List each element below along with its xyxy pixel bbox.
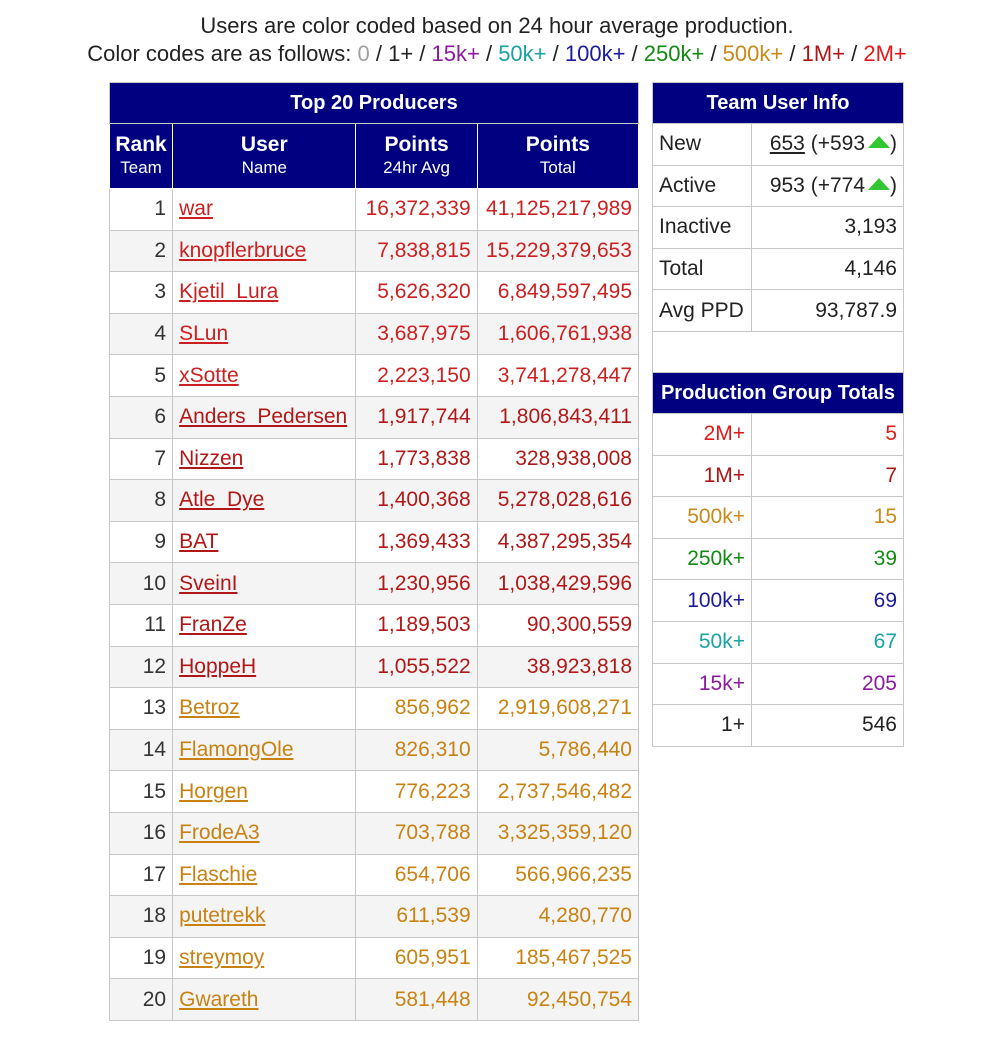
rank-cell: 5	[110, 355, 173, 397]
legend-code-15k: 15k+	[431, 41, 480, 66]
user-link[interactable]: FrodeA3	[179, 821, 260, 845]
user-link[interactable]: FranZe	[179, 613, 247, 637]
table-row	[110, 230, 639, 272]
top-producers-header	[110, 124, 639, 189]
rank-cell: 6	[110, 396, 173, 438]
group-label: 1M+	[653, 455, 752, 497]
info-label: Inactive	[653, 207, 752, 249]
info-label: Active	[653, 165, 752, 207]
user-link[interactable]: Anders_Pedersen	[179, 405, 348, 429]
production-group-row	[653, 497, 904, 539]
user-link[interactable]: BAT	[179, 530, 219, 554]
arrow-up-icon	[868, 178, 890, 190]
legend-sep: /	[625, 41, 644, 66]
user-cell	[173, 604, 356, 646]
rank-cell: 18	[110, 896, 173, 938]
info-value: 93,787.9	[752, 290, 904, 332]
table-row	[110, 896, 639, 938]
user-cell	[173, 230, 356, 272]
info-label: New	[653, 124, 752, 166]
user-link[interactable]: streymoy	[179, 945, 265, 969]
points-avg-cell: 16,372,339	[356, 189, 477, 231]
user-cell	[173, 937, 356, 979]
legend-sep: /	[413, 41, 432, 66]
user-cell	[173, 313, 356, 355]
legend-sep: /	[369, 41, 389, 66]
group-label: 500k+	[653, 497, 752, 539]
rank-cell: 11	[110, 604, 173, 646]
user-cell	[173, 771, 356, 813]
points-total-cell: 1,606,761,938	[477, 313, 638, 355]
points-total-cell: 566,966,235	[477, 854, 638, 896]
user-cell	[173, 396, 356, 438]
info-row-avg-ppd	[653, 290, 904, 332]
legend-sep: /	[783, 41, 802, 66]
legend-code-500k: 500k+	[722, 41, 784, 66]
points-total-cell: 15,229,379,653	[477, 230, 638, 272]
user-link[interactable]: Horgen	[179, 779, 248, 803]
legend-code-100k: 100k+	[564, 41, 626, 66]
info-row-active	[653, 165, 904, 207]
group-label: 1+	[653, 705, 752, 747]
points-avg-cell: 1,400,368	[356, 480, 477, 522]
user-cell	[173, 812, 356, 854]
user-link[interactable]: xSotte	[179, 363, 239, 387]
table-row	[110, 979, 639, 1021]
points-avg-cell: 1,055,522	[356, 646, 477, 688]
team-user-info-title: Team User Info	[653, 83, 904, 124]
production-group-row	[653, 705, 904, 747]
points-avg-cell: 7,838,815	[356, 230, 477, 272]
points-total-cell: 5,786,440	[477, 729, 638, 771]
col-rank: Rank Team	[110, 124, 173, 189]
points-avg-cell: 1,369,433	[356, 521, 477, 563]
points-total-cell: 2,919,608,271	[477, 688, 638, 730]
info-row-inactive	[653, 207, 904, 249]
info-value: 3,193	[752, 207, 904, 249]
points-avg-cell: 5,626,320	[356, 272, 477, 314]
points-total-cell: 41,125,217,989	[477, 189, 638, 231]
points-avg-cell: 605,951	[356, 937, 477, 979]
points-avg-cell: 654,706	[356, 854, 477, 896]
points-avg-cell: 826,310	[356, 729, 477, 771]
table-row	[110, 937, 639, 979]
team-user-info-table	[652, 82, 904, 375]
user-link[interactable]: SveinI	[179, 571, 238, 595]
user-cell	[173, 272, 356, 314]
user-cell	[173, 729, 356, 771]
production-group-row	[653, 663, 904, 705]
points-avg-cell: 856,962	[356, 688, 477, 730]
points-avg-cell: 1,189,503	[356, 604, 477, 646]
info-row-total	[653, 248, 904, 290]
user-cell	[173, 979, 356, 1021]
user-cell	[173, 480, 356, 522]
table-row	[110, 189, 639, 231]
group-count: 67	[752, 621, 904, 663]
rank-cell: 13	[110, 688, 173, 730]
production-group-totals-table	[652, 372, 904, 747]
user-cell	[173, 355, 356, 397]
info-label: Total	[653, 248, 752, 290]
user-cell	[173, 563, 356, 605]
new-users-link[interactable]: 653	[769, 132, 805, 156]
user-cell	[173, 646, 356, 688]
points-avg-cell: 776,223	[356, 771, 477, 813]
points-total-cell: 6,849,597,495	[477, 272, 638, 314]
rank-cell: 4	[110, 313, 173, 355]
points-total-cell: 185,467,525	[477, 937, 638, 979]
user-link[interactable]: HoppeH	[179, 654, 257, 678]
color-legend	[0, 12, 994, 68]
points-total-cell: 92,450,754	[477, 979, 638, 1021]
user-link[interactable]: SLun	[179, 322, 229, 346]
legend-sep: /	[546, 41, 565, 66]
info-row-new	[653, 124, 904, 166]
info-value: 953 (+774 )	[752, 165, 904, 207]
user-link[interactable]: knopflerbruce	[179, 238, 307, 262]
info-value: 653 (+593 )	[752, 124, 904, 166]
points-avg-cell: 3,687,975	[356, 313, 477, 355]
legend-sep: /	[704, 41, 723, 66]
rank-cell: 9	[110, 521, 173, 563]
rank-cell: 17	[110, 854, 173, 896]
legend-sep: /	[845, 41, 864, 66]
group-label: 50k+	[653, 621, 752, 663]
user-cell	[173, 438, 356, 480]
info-value: 4,146	[752, 248, 904, 290]
points-avg-cell: 581,448	[356, 979, 477, 1021]
top-producers-table	[109, 82, 639, 1021]
group-label: 15k+	[653, 663, 752, 705]
info-label: Avg PPD	[653, 290, 752, 332]
points-total-cell: 1,806,843,411	[477, 396, 638, 438]
legend-codes	[0, 40, 994, 68]
table-row	[110, 313, 639, 355]
table-row	[110, 812, 639, 854]
points-avg-cell: 1,773,838	[356, 438, 477, 480]
points-avg-cell: 611,539	[356, 896, 477, 938]
rank-cell: 12	[110, 646, 173, 688]
points-total-cell: 4,387,295,354	[477, 521, 638, 563]
table-row	[110, 604, 639, 646]
group-count: 5	[752, 414, 904, 456]
group-count: 69	[752, 580, 904, 622]
arrow-up-icon	[868, 136, 890, 148]
user-link[interactable]: Flaschie	[179, 862, 258, 886]
user-cell	[173, 896, 356, 938]
rank-cell: 7	[110, 438, 173, 480]
group-count: 7	[752, 455, 904, 497]
top-producers-title: Top 20 Producers	[110, 83, 639, 124]
info-spacer	[653, 331, 904, 374]
production-group-title: Production Group Totals	[653, 373, 904, 414]
user-link[interactable]: FlamongOle	[179, 738, 294, 762]
points-total-cell: 2,737,546,482	[477, 771, 638, 813]
points-avg-cell: 2,223,150	[356, 355, 477, 397]
user-cell	[173, 688, 356, 730]
table-row	[110, 563, 639, 605]
table-row	[110, 480, 639, 522]
col-points-avg: Points 24hr Avg	[356, 124, 477, 189]
legend-prefix: Color codes are as follows:	[87, 41, 352, 66]
rank-cell: 8	[110, 480, 173, 522]
table-row	[110, 688, 639, 730]
table-row	[110, 521, 639, 563]
production-group-row	[653, 455, 904, 497]
rank-cell: 19	[110, 937, 173, 979]
points-avg-cell: 703,788	[356, 812, 477, 854]
user-cell	[173, 854, 356, 896]
rank-cell: 14	[110, 729, 173, 771]
group-count: 15	[752, 497, 904, 539]
col-points-total: Points Total	[477, 124, 638, 189]
table-row	[110, 272, 639, 314]
user-link[interactable]: putetrekk	[179, 904, 266, 928]
production-group-row	[653, 621, 904, 663]
rank-cell: 3	[110, 272, 173, 314]
user-link[interactable]: Kjetil_Lura	[179, 280, 279, 304]
points-total-cell: 4,280,770	[477, 896, 638, 938]
rank-cell: 15	[110, 771, 173, 813]
points-total-cell: 3,325,359,120	[477, 812, 638, 854]
group-label: 2M+	[653, 414, 752, 456]
user-cell	[173, 521, 356, 563]
legend-code-1: 1+	[388, 41, 414, 66]
table-row	[110, 438, 639, 480]
table-row	[110, 396, 639, 438]
rank-cell: 16	[110, 812, 173, 854]
points-total-cell: 328,938,008	[477, 438, 638, 480]
legend-sep: /	[479, 41, 499, 66]
points-avg-cell: 1,230,956	[356, 563, 477, 605]
legend-code-0: 0	[357, 41, 370, 66]
user-link[interactable]: Atle_Dye	[179, 488, 265, 512]
rank-cell: 10	[110, 563, 173, 605]
points-total-cell: 5,278,028,616	[477, 480, 638, 522]
group-label: 100k+	[653, 580, 752, 622]
points-total-cell: 1,038,429,596	[477, 563, 638, 605]
points-avg-cell: 1,917,744	[356, 396, 477, 438]
user-link[interactable]: Gwareth	[179, 987, 259, 1011]
table-row	[110, 771, 639, 813]
rank-cell: 2	[110, 230, 173, 272]
legend-code-50k: 50k+	[498, 41, 547, 66]
rank-cell: 20	[110, 979, 173, 1021]
group-count: 39	[752, 538, 904, 580]
legend-code-250k: 250k+	[643, 41, 705, 66]
user-link[interactable]: Betroz	[179, 696, 240, 720]
table-row	[110, 729, 639, 771]
production-group-row	[653, 414, 904, 456]
user-cell	[173, 189, 356, 231]
points-total-cell: 90,300,559	[477, 604, 638, 646]
legend-code-2m: 2M+	[863, 41, 907, 66]
points-total-cell: 3,741,278,447	[477, 355, 638, 397]
table-row	[110, 646, 639, 688]
group-label: 250k+	[653, 538, 752, 580]
group-count: 546	[752, 705, 904, 747]
table-row	[110, 854, 639, 896]
user-link[interactable]: Nizzen	[179, 446, 244, 470]
user-link[interactable]: war	[179, 197, 213, 221]
points-total-cell: 38,923,818	[477, 646, 638, 688]
production-group-row	[653, 580, 904, 622]
table-row	[110, 355, 639, 397]
legend-description: Users are color coded based on 24 hour average production.	[200, 13, 794, 38]
production-group-row	[653, 538, 904, 580]
group-count: 205	[752, 663, 904, 705]
rank-cell: 1	[110, 189, 173, 231]
col-user: User Name	[173, 124, 356, 189]
legend-code-1m: 1M+	[801, 41, 845, 66]
